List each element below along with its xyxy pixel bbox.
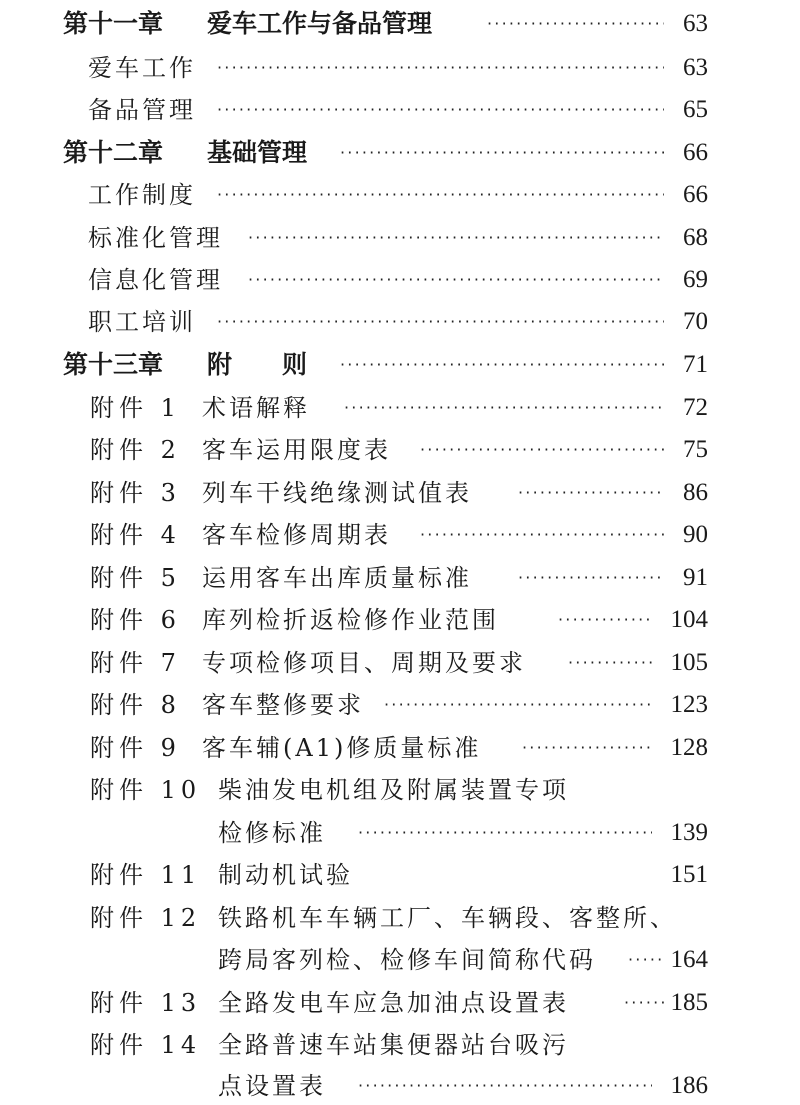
appendix-number: 附件 10	[90, 776, 202, 804]
appendix-title: 专项检修项目、周期及要求	[202, 649, 526, 677]
chapter-number: 第十三章	[63, 350, 164, 379]
page-number: 72	[683, 394, 708, 421]
page-number: 186	[670, 1072, 708, 1099]
appendix-title-line2: 检修标准	[218, 819, 326, 847]
page-number: 69	[683, 266, 708, 293]
toc-entry-biaozhun[interactable]	[0, 220, 800, 256]
dot-leader	[420, 432, 664, 468]
dot-leader	[248, 220, 664, 256]
entry-title: 爱车工作	[88, 54, 196, 82]
page-number: 185	[670, 989, 708, 1016]
appendix-number: 附件 12	[90, 904, 202, 932]
toc-appendix-11-page	[0, 857, 800, 893]
appendix-title: 术语解释	[202, 394, 310, 422]
toc-entry-zhidu[interactable]	[0, 177, 800, 213]
toc-appendix-10[interactable]	[0, 772, 800, 808]
appendix-number: 附件 5	[90, 564, 181, 592]
dot-leader	[628, 942, 664, 978]
appendix-title: 库列检折返检修作业范围	[202, 606, 499, 634]
appendix-title-line1: 铁路机车车辆工厂、车辆段、客整所、	[218, 904, 677, 932]
toc-appendix-10-cont[interactable]	[0, 815, 800, 851]
page-number: 128	[670, 734, 708, 761]
page-number: 63	[683, 10, 708, 37]
toc-appendix-8[interactable]	[0, 687, 800, 723]
toc-appendix-9[interactable]	[0, 730, 800, 766]
chapter-number: 第十一章	[63, 9, 164, 38]
appendix-number: 附件 4	[90, 521, 181, 549]
page-number: 104	[670, 606, 708, 633]
page-number: 151	[670, 861, 708, 888]
dot-leader	[358, 815, 652, 851]
toc-chapter-12[interactable]	[0, 135, 800, 171]
toc-chapter-11[interactable]	[0, 6, 800, 42]
appendix-title: 客车检修周期表	[202, 521, 391, 549]
appendix-title-line2: 点设置表	[218, 1072, 326, 1100]
toc-appendix-2[interactable]	[0, 432, 800, 468]
dot-leader	[624, 985, 664, 1021]
toc-entry-beipin[interactable]	[0, 92, 800, 128]
page-number: 71	[683, 351, 708, 378]
page-number: 70	[683, 308, 708, 335]
chapter-title: 基础管理	[207, 138, 308, 167]
page-number: 65	[683, 96, 708, 123]
appendix-number: 附件 13	[90, 989, 202, 1017]
toc-appendix-3[interactable]	[0, 475, 800, 511]
appendix-title-line2: 跨局客列检、检修车间简称代码	[218, 946, 596, 974]
appendix-title: 运用客车出库质量标准	[202, 564, 472, 592]
dot-leader	[340, 135, 664, 171]
dot-leader	[384, 687, 652, 723]
appendix-number: 附件 8	[90, 691, 181, 719]
dot-leader	[248, 262, 664, 298]
page-number: 123	[670, 691, 708, 718]
page-number: 66	[683, 139, 708, 166]
appendix-number: 附件 7	[90, 649, 181, 677]
appendix-title: 客车辅(A1)修质量标准	[202, 734, 482, 762]
appendix-title: 客车运用限度表	[202, 436, 391, 464]
dot-leader	[340, 347, 664, 383]
page-number: 63	[683, 54, 708, 81]
dot-leader	[358, 1068, 652, 1104]
toc-appendix-7[interactable]	[0, 645, 800, 681]
entry-title: 工作制度	[88, 181, 196, 209]
dot-leader	[518, 560, 664, 596]
dot-leader	[420, 517, 664, 553]
page-number: 139	[670, 819, 708, 846]
toc-appendix-5[interactable]	[0, 560, 800, 596]
entry-title: 信息化管理	[88, 266, 223, 294]
page-number: 91	[683, 564, 708, 591]
appendix-title: 全路发电车应急加油点设置表	[218, 989, 569, 1017]
appendix-title: 客车整修要求	[202, 691, 364, 719]
page-number: 86	[683, 479, 708, 506]
dot-leader	[518, 475, 664, 511]
dot-leader	[217, 50, 664, 86]
dot-leader	[344, 390, 664, 426]
toc-appendix-14-cont[interactable]	[0, 1068, 800, 1104]
page-number: 75	[683, 436, 708, 463]
entry-title: 职工培训	[88, 308, 196, 336]
dot-leader	[558, 602, 652, 638]
toc-entry-aiche[interactable]	[0, 50, 800, 86]
appendix-title-line1: 柴油发电机组及附属装置专项	[218, 776, 569, 804]
page-number: 66	[683, 181, 708, 208]
appendix-number: 附件 2	[90, 436, 181, 464]
appendix-number: 附件 3	[90, 479, 181, 507]
toc-entry-xinxi[interactable]	[0, 262, 800, 298]
appendix-number: 附件 14	[90, 1031, 202, 1059]
dot-leader	[487, 6, 664, 42]
toc-appendix-14[interactable]	[0, 1027, 800, 1063]
toc-appendix-13[interactable]	[0, 985, 800, 1021]
page-number: 105	[670, 649, 708, 676]
toc-entry-peixun[interactable]	[0, 304, 800, 340]
toc-appendix-4[interactable]	[0, 517, 800, 553]
entry-title: 备品管理	[88, 96, 196, 124]
page-number: 164	[670, 946, 708, 973]
chapter-number: 第十二章	[63, 138, 164, 167]
toc-appendix-12-cont[interactable]	[0, 942, 800, 978]
dot-leader	[217, 304, 664, 340]
toc-appendix-1[interactable]	[0, 390, 800, 426]
page-number: 68	[683, 224, 708, 251]
appendix-number: 附件 9	[90, 734, 181, 762]
dot-leader	[217, 177, 664, 213]
toc-appendix-6[interactable]	[0, 602, 800, 638]
toc-appendix-12[interactable]	[0, 900, 800, 936]
appendix-number: 附件 1	[90, 394, 181, 422]
appendix-number: 附件 11	[90, 861, 202, 889]
dot-leader	[217, 92, 664, 128]
chapter-title: 爱车工作与备品管理	[207, 9, 433, 38]
appendix-title: 列车干线绝缘测试值表	[202, 479, 472, 507]
page-number: 90	[683, 521, 708, 548]
chapter-title: 附 则	[207, 350, 308, 379]
appendix-number: 附件 6	[90, 606, 181, 634]
entry-title: 标准化管理	[88, 224, 223, 252]
appendix-title: 制动机试验	[218, 861, 353, 889]
appendix-title-line1: 全路普速车站集便器站台吸污	[218, 1031, 569, 1059]
dot-leader	[568, 645, 652, 681]
toc-chapter-13[interactable]	[0, 347, 800, 383]
dot-leader	[522, 730, 652, 766]
